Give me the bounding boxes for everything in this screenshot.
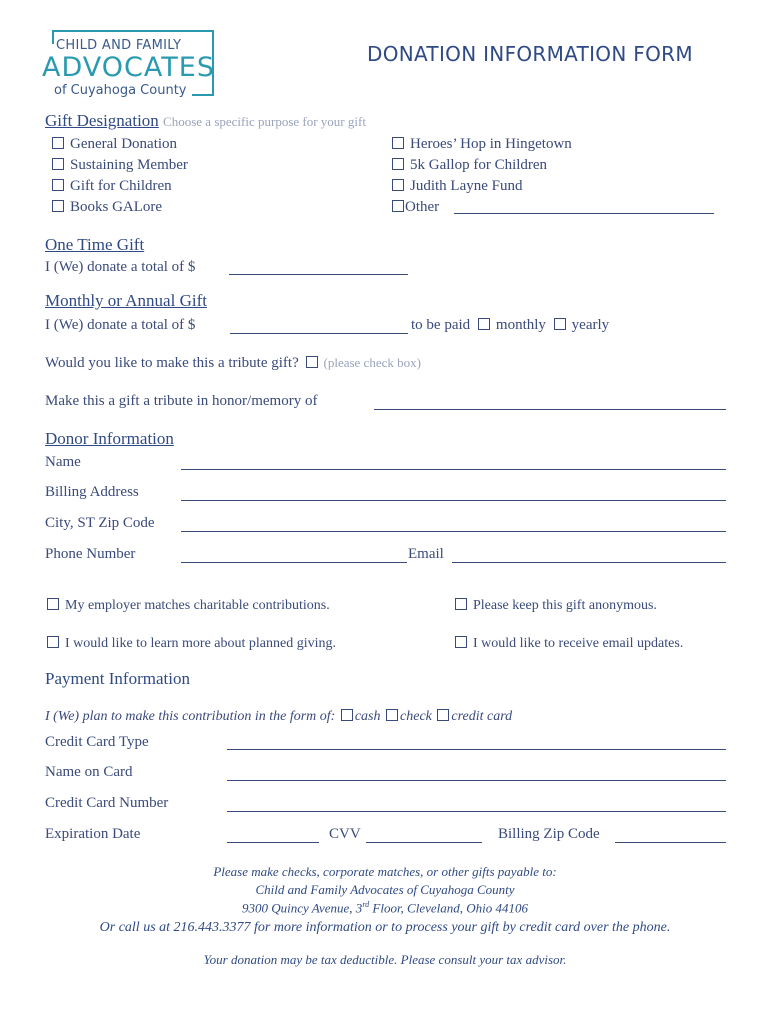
designation-option[interactable]: Gift for Children — [52, 176, 188, 197]
designation-option[interactable]: 5k Gallop for Children — [392, 155, 572, 176]
logo-frame-left — [52, 30, 54, 44]
anonymous-option[interactable]: Please keep this gift anonymous. — [455, 598, 657, 614]
monthly-checkbox[interactable] — [478, 318, 490, 330]
card-number-line[interactable] — [227, 811, 726, 812]
one-time-heading: One Time Gift — [45, 235, 145, 254]
designation-option[interactable]: Books GALore — [52, 197, 188, 218]
card-type-label: Credit Card Type — [45, 734, 149, 750]
name-on-card-line[interactable] — [227, 780, 726, 781]
logo-line1: CHILD AND FAMILY — [56, 38, 182, 53]
checkbox[interactable] — [47, 636, 59, 648]
logo-frame-top — [52, 30, 212, 32]
gift-designation-title: Gift Designation — [45, 111, 159, 130]
card-number-label: Credit Card Number — [45, 795, 169, 811]
tribute-checkbox[interactable] — [306, 356, 318, 368]
tribute-hint: (please check box) — [323, 355, 421, 370]
designation-option[interactable]: Sustaining Member — [52, 155, 188, 176]
checkbox[interactable] — [392, 137, 404, 149]
payment-form-row: I (We) plan to make this contribution in the form of: cash check credit card — [45, 709, 513, 724]
one-time-amount-line[interactable] — [229, 274, 408, 275]
payment-form-text: I (We) plan to make this contribution in the form of: — [45, 709, 336, 724]
designation-left-list — [52, 134, 188, 218]
gift-designation-heading — [45, 111, 366, 131]
designation-right-list — [392, 134, 572, 218]
checkbox[interactable] — [455, 598, 467, 610]
name-label: Name — [45, 454, 81, 470]
footer-line2: Child and Family Advocates of Cuyahoga County — [255, 882, 515, 897]
tribute-question: Would you like to make this a tribute gift? — [45, 355, 299, 371]
phone-label: Phone Number — [45, 546, 136, 562]
checkbox[interactable] — [392, 200, 404, 212]
employer-option[interactable]: My employer matches charitable contributions. — [47, 598, 330, 614]
checkbox[interactable] — [392, 179, 404, 191]
card-type-line[interactable] — [227, 749, 726, 750]
address-label: Billing Address — [45, 484, 139, 500]
billing-zip-line[interactable] — [615, 842, 726, 843]
cvv-line[interactable] — [366, 842, 482, 843]
address-line[interactable] — [181, 500, 726, 501]
form-title: DONATION INFORMATION FORM — [367, 42, 693, 66]
email-line[interactable] — [452, 562, 726, 563]
cvv-label: CVV — [329, 826, 361, 842]
checkbox[interactable] — [52, 179, 64, 191]
expiration-line[interactable] — [227, 842, 319, 843]
designation-option[interactable]: Judith Layne Fund — [392, 176, 572, 197]
honor-label: Make this a gift a tribute in honor/memory of — [45, 393, 318, 409]
logo-frame-bottom — [192, 94, 214, 96]
monthly-text: I (We) donate a total of $ — [45, 317, 196, 333]
logo-line3: of Cuyahoga County — [54, 83, 187, 98]
footer-line1: Please make checks, corporate matches, or other gifts payable to: — [213, 864, 557, 879]
yearly-checkbox[interactable] — [554, 318, 566, 330]
footer-line4: Or call us at 216.443.3377 for more information or to process your gift by credit card over the phone. — [99, 920, 671, 935]
designation-option[interactable]: Heroes’ Hop in Hingetown — [392, 134, 572, 155]
checkbox[interactable] — [47, 598, 59, 610]
email-updates-option[interactable]: I would like to receive email updates. — [455, 636, 683, 652]
check-checkbox[interactable] — [386, 709, 398, 721]
planned-giving-option[interactable]: I would like to learn more about planned giving. — [47, 636, 336, 652]
billing-zip-label: Billing Zip Code — [498, 826, 600, 842]
designation-option-other[interactable]: Other — [392, 197, 572, 218]
email-label: Email — [408, 546, 444, 562]
checkbox[interactable] — [52, 158, 64, 170]
phone-line[interactable] — [181, 562, 407, 563]
checkbox[interactable] — [52, 137, 64, 149]
logo-line2: ADVOCATES — [42, 52, 215, 83]
expiration-label: Expiration Date — [45, 826, 141, 842]
honor-line[interactable] — [374, 409, 726, 410]
tribute-question-row — [45, 355, 421, 372]
footer-line5: Your donation may be tax deductible. Please consult your tax advisor. — [203, 952, 567, 967]
name-line[interactable] — [181, 469, 726, 470]
cash-checkbox[interactable] — [341, 709, 353, 721]
paid-label: to be paid — [411, 317, 471, 333]
city-line[interactable] — [181, 531, 726, 532]
name-on-card-label: Name on Card — [45, 764, 133, 780]
monthly-amount-line[interactable] — [230, 333, 408, 334]
checkbox[interactable] — [52, 200, 64, 212]
monthly-heading: Monthly or Annual Gift — [45, 291, 207, 310]
designation-option[interactable]: General Donation — [52, 134, 188, 155]
gift-designation-hint: Choose a specific purpose for your gift — [163, 114, 366, 129]
other-line[interactable] — [454, 213, 714, 214]
one-time-text: I (We) donate a total of $ — [45, 259, 196, 275]
monthly-frequency: to be paid monthly yearly — [411, 317, 610, 333]
footer-line3: 9300 Quincy Avenue, 3rd Floor, Cleveland, Ohio 44106 — [241, 900, 529, 916]
city-label: City, ST Zip Code — [45, 515, 155, 531]
donor-heading: Donor Information — [45, 429, 174, 448]
checkbox[interactable] — [392, 158, 404, 170]
payment-heading: Payment Information — [45, 669, 190, 688]
logo — [40, 30, 220, 100]
credit-checkbox[interactable] — [437, 709, 449, 721]
checkbox[interactable] — [455, 636, 467, 648]
